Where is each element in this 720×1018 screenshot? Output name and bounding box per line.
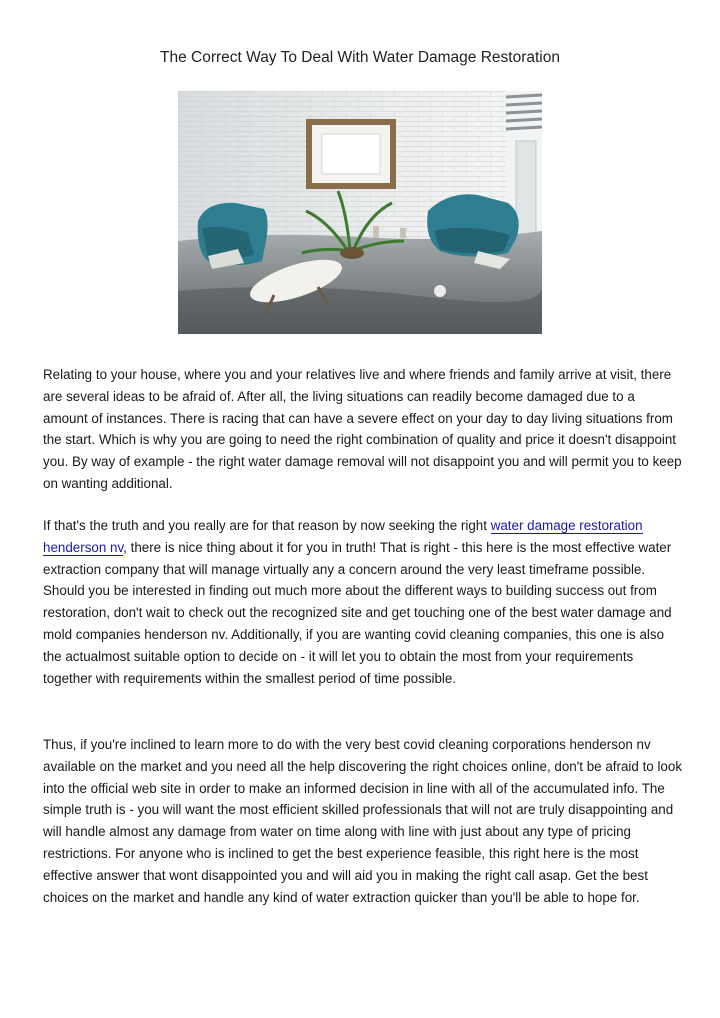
paragraph-1: Relating to your house, where you and your relatives live and where friends and family arrive at visit, there are several ideas to be afraid of. After all, the living situations can readily become damaged due to a amount of instances. There is racing that can have a severe effect on your day to day living situations from the start. Which is why you are going to need the right combination of quality and price it doesn't disappoint you. By way of example - the right water damage removal will not disappoint you and will permit you to keep on wanting additional. [43, 367, 682, 491]
water-damage-restoration-link[interactable]: water damage restoration henderson nv [43, 518, 643, 555]
document-title: The Correct Way To Deal With Water Damage Restoration [160, 49, 560, 66]
paragraph-2 [43, 515, 683, 689]
flooded-room-image [178, 91, 542, 334]
paragraph-3: Thus, if you're inclined to learn more to do with the very best covid cleaning corporations henderson nv available on the market and you need all the help discovering the right choices online, don't be afraid to look into the official web site in order to make an informed decision in line with all of the accumulated info. The simple truth is - you will want the most efficient skilled professionals that will not are truly disappointing and will handle almost any damage from water on time along with line with just about any type of pricing restrictions. For anyone who is inclined to get the best experience feasible, this right here is the most effective answer that wont disappointed you and will aid you in making the right call asap. Get the best choices on the market and handle any kind of water extraction quicker than you'll be able to hope for. [43, 737, 683, 905]
paragraph-2-intro: If that's the truth and you really are for that reason by now seeking the right [43, 518, 491, 533]
paragraph-2-rest: , there is nice thing about it for you in truth! That is right - this here is the most effective water extraction company that will manage virtually any a concern around the very least timeframe possible. Should you be interested in finding out much more about the different ways to building success out from restoration, don't wait to check out the recognized site and get touching one of the best water damage and mold companies henderson nv. Additionally, if you are wanting covid cleaning companies, this one is also the actualmost suitable option to decide on - it will let you to obtain the most from your requirements together with requirements within the smallest period of time possible. [43, 539, 672, 686]
